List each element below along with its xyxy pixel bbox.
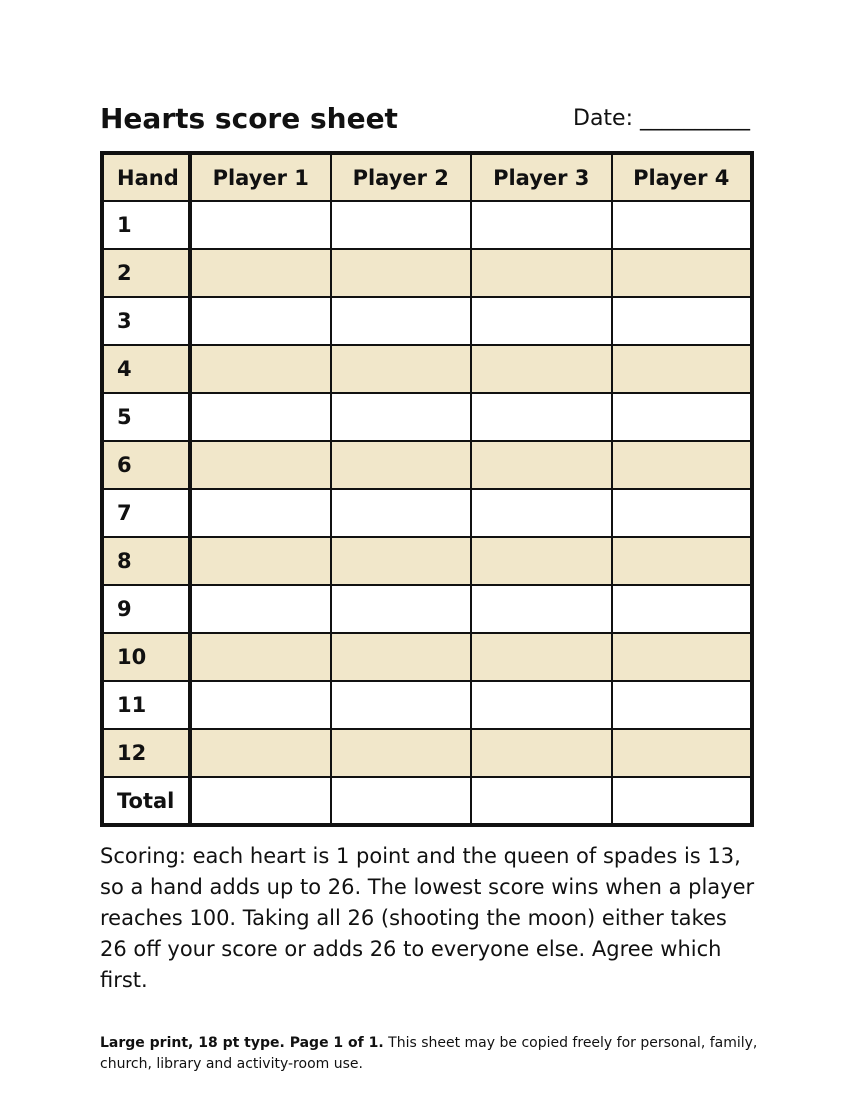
hand-row-7: [102, 489, 752, 537]
score-cell-player-1: [190, 489, 331, 537]
score-cell-player-2: [331, 441, 472, 489]
hand-row-6: [102, 441, 752, 489]
hand-row-12: [102, 729, 752, 777]
score-cell-player-3: [471, 345, 612, 393]
score-cell-player-1: [190, 681, 331, 729]
score-cell-player-2: [331, 585, 472, 633]
score-cell-player-3: [471, 585, 612, 633]
score-cell-player-1: [190, 297, 331, 345]
hand-label: 12: [102, 729, 190, 777]
score-cell-player-2: [331, 729, 472, 777]
score-cell-player-4: [612, 729, 753, 777]
score-cell-player-2: [331, 393, 472, 441]
hand-label: 2: [102, 249, 190, 297]
score-cell-player-3: [471, 201, 612, 249]
hand-row-2: [102, 249, 752, 297]
hand-row-3: [102, 297, 752, 345]
score-cell-player-4: [612, 585, 753, 633]
score-cell-player-1: [190, 201, 331, 249]
score-cell-player-1: [190, 729, 331, 777]
hand-label: 1: [102, 201, 190, 249]
score-cell-player-1: [190, 393, 331, 441]
score-cell-player-2: [331, 633, 472, 681]
score-cell-player-4: [612, 633, 753, 681]
hand-label: 4: [102, 345, 190, 393]
score-cell-player-3: [471, 633, 612, 681]
column-header-hand: Hand: [102, 153, 190, 201]
score-cell-player-4: [612, 297, 753, 345]
hand-row-5: [102, 393, 752, 441]
column-header-player-1: Player 1: [190, 153, 331, 201]
score-cell-player-2: [331, 537, 472, 585]
hand-label: 11: [102, 681, 190, 729]
score-cell-player-3: [471, 681, 612, 729]
hand-label: 10: [102, 633, 190, 681]
score-cell-player-1: [190, 249, 331, 297]
score-cell-player-2: [331, 777, 472, 825]
hand-label: 8: [102, 537, 190, 585]
column-header-player-4: Player 4: [612, 153, 753, 201]
hand-label: 3: [102, 297, 190, 345]
footer-bold-text: Large print, 18 pt type. Page 1 of 1.: [100, 1035, 384, 1051]
score-cell-player-4: [612, 201, 753, 249]
score-cell-player-1: [190, 585, 331, 633]
footer-note: [100, 1033, 760, 1075]
score-cell-player-1: [190, 633, 331, 681]
scoring-rules: Scoring: each heart is 1 point and the queen of spades is 13, so a hand adds up to 26. The lowest score wins when a player reaches 100. Taking all 26 (shooting the moon) either takes 26 off your score or adds 26 to everyone else. Agree which first.: [100, 844, 755, 992]
page-title: Hearts score sheet: [100, 102, 398, 135]
score-cell-player-4: [612, 345, 753, 393]
column-header-player-2: Player 2: [331, 153, 472, 201]
table-header-row: [102, 153, 752, 201]
hand-label: 9: [102, 585, 190, 633]
score-cell-player-4: [612, 777, 753, 825]
score-table: [100, 151, 754, 827]
score-cell-player-2: [331, 345, 472, 393]
score-cell-player-4: [612, 393, 753, 441]
score-cell-player-4: [612, 441, 753, 489]
score-cell-player-3: [471, 537, 612, 585]
total-row: [102, 777, 752, 825]
score-cell-player-3: [471, 249, 612, 297]
score-cell-player-1: [190, 777, 331, 825]
score-cell-player-2: [331, 201, 472, 249]
hand-label: 6: [102, 441, 190, 489]
score-cell-player-4: [612, 489, 753, 537]
hand-label: 5: [102, 393, 190, 441]
score-cell-player-4: [612, 537, 753, 585]
footer-text: This sheet may be copied freely for personal, family, church, library and activity-room use.: [100, 1035, 758, 1072]
score-cell-player-2: [331, 297, 472, 345]
score-cell-player-4: [612, 249, 753, 297]
score-cell-player-3: [471, 777, 612, 825]
score-cell-player-3: [471, 393, 612, 441]
score-cell-player-3: [471, 441, 612, 489]
score-cell-player-2: [331, 681, 472, 729]
score-cell-player-1: [190, 537, 331, 585]
hand-row-4: [102, 345, 752, 393]
score-table-body: [102, 201, 752, 825]
hand-label: 7: [102, 489, 190, 537]
score-cell-player-1: [190, 441, 331, 489]
hand-label: Total: [102, 777, 190, 825]
hand-row-9: [102, 585, 752, 633]
score-cell-player-3: [471, 729, 612, 777]
hand-row-10: [102, 633, 752, 681]
score-cell-player-2: [331, 489, 472, 537]
score-cell-player-3: [471, 297, 612, 345]
date-field: Date: __________: [573, 106, 750, 131]
score-cell-player-2: [331, 249, 472, 297]
score-cell-player-4: [612, 681, 753, 729]
score-cell-player-3: [471, 489, 612, 537]
column-header-player-3: Player 3: [471, 153, 612, 201]
score-cell-player-1: [190, 345, 331, 393]
hand-row-8: [102, 537, 752, 585]
hand-row-11: [102, 681, 752, 729]
hand-row-1: [102, 201, 752, 249]
